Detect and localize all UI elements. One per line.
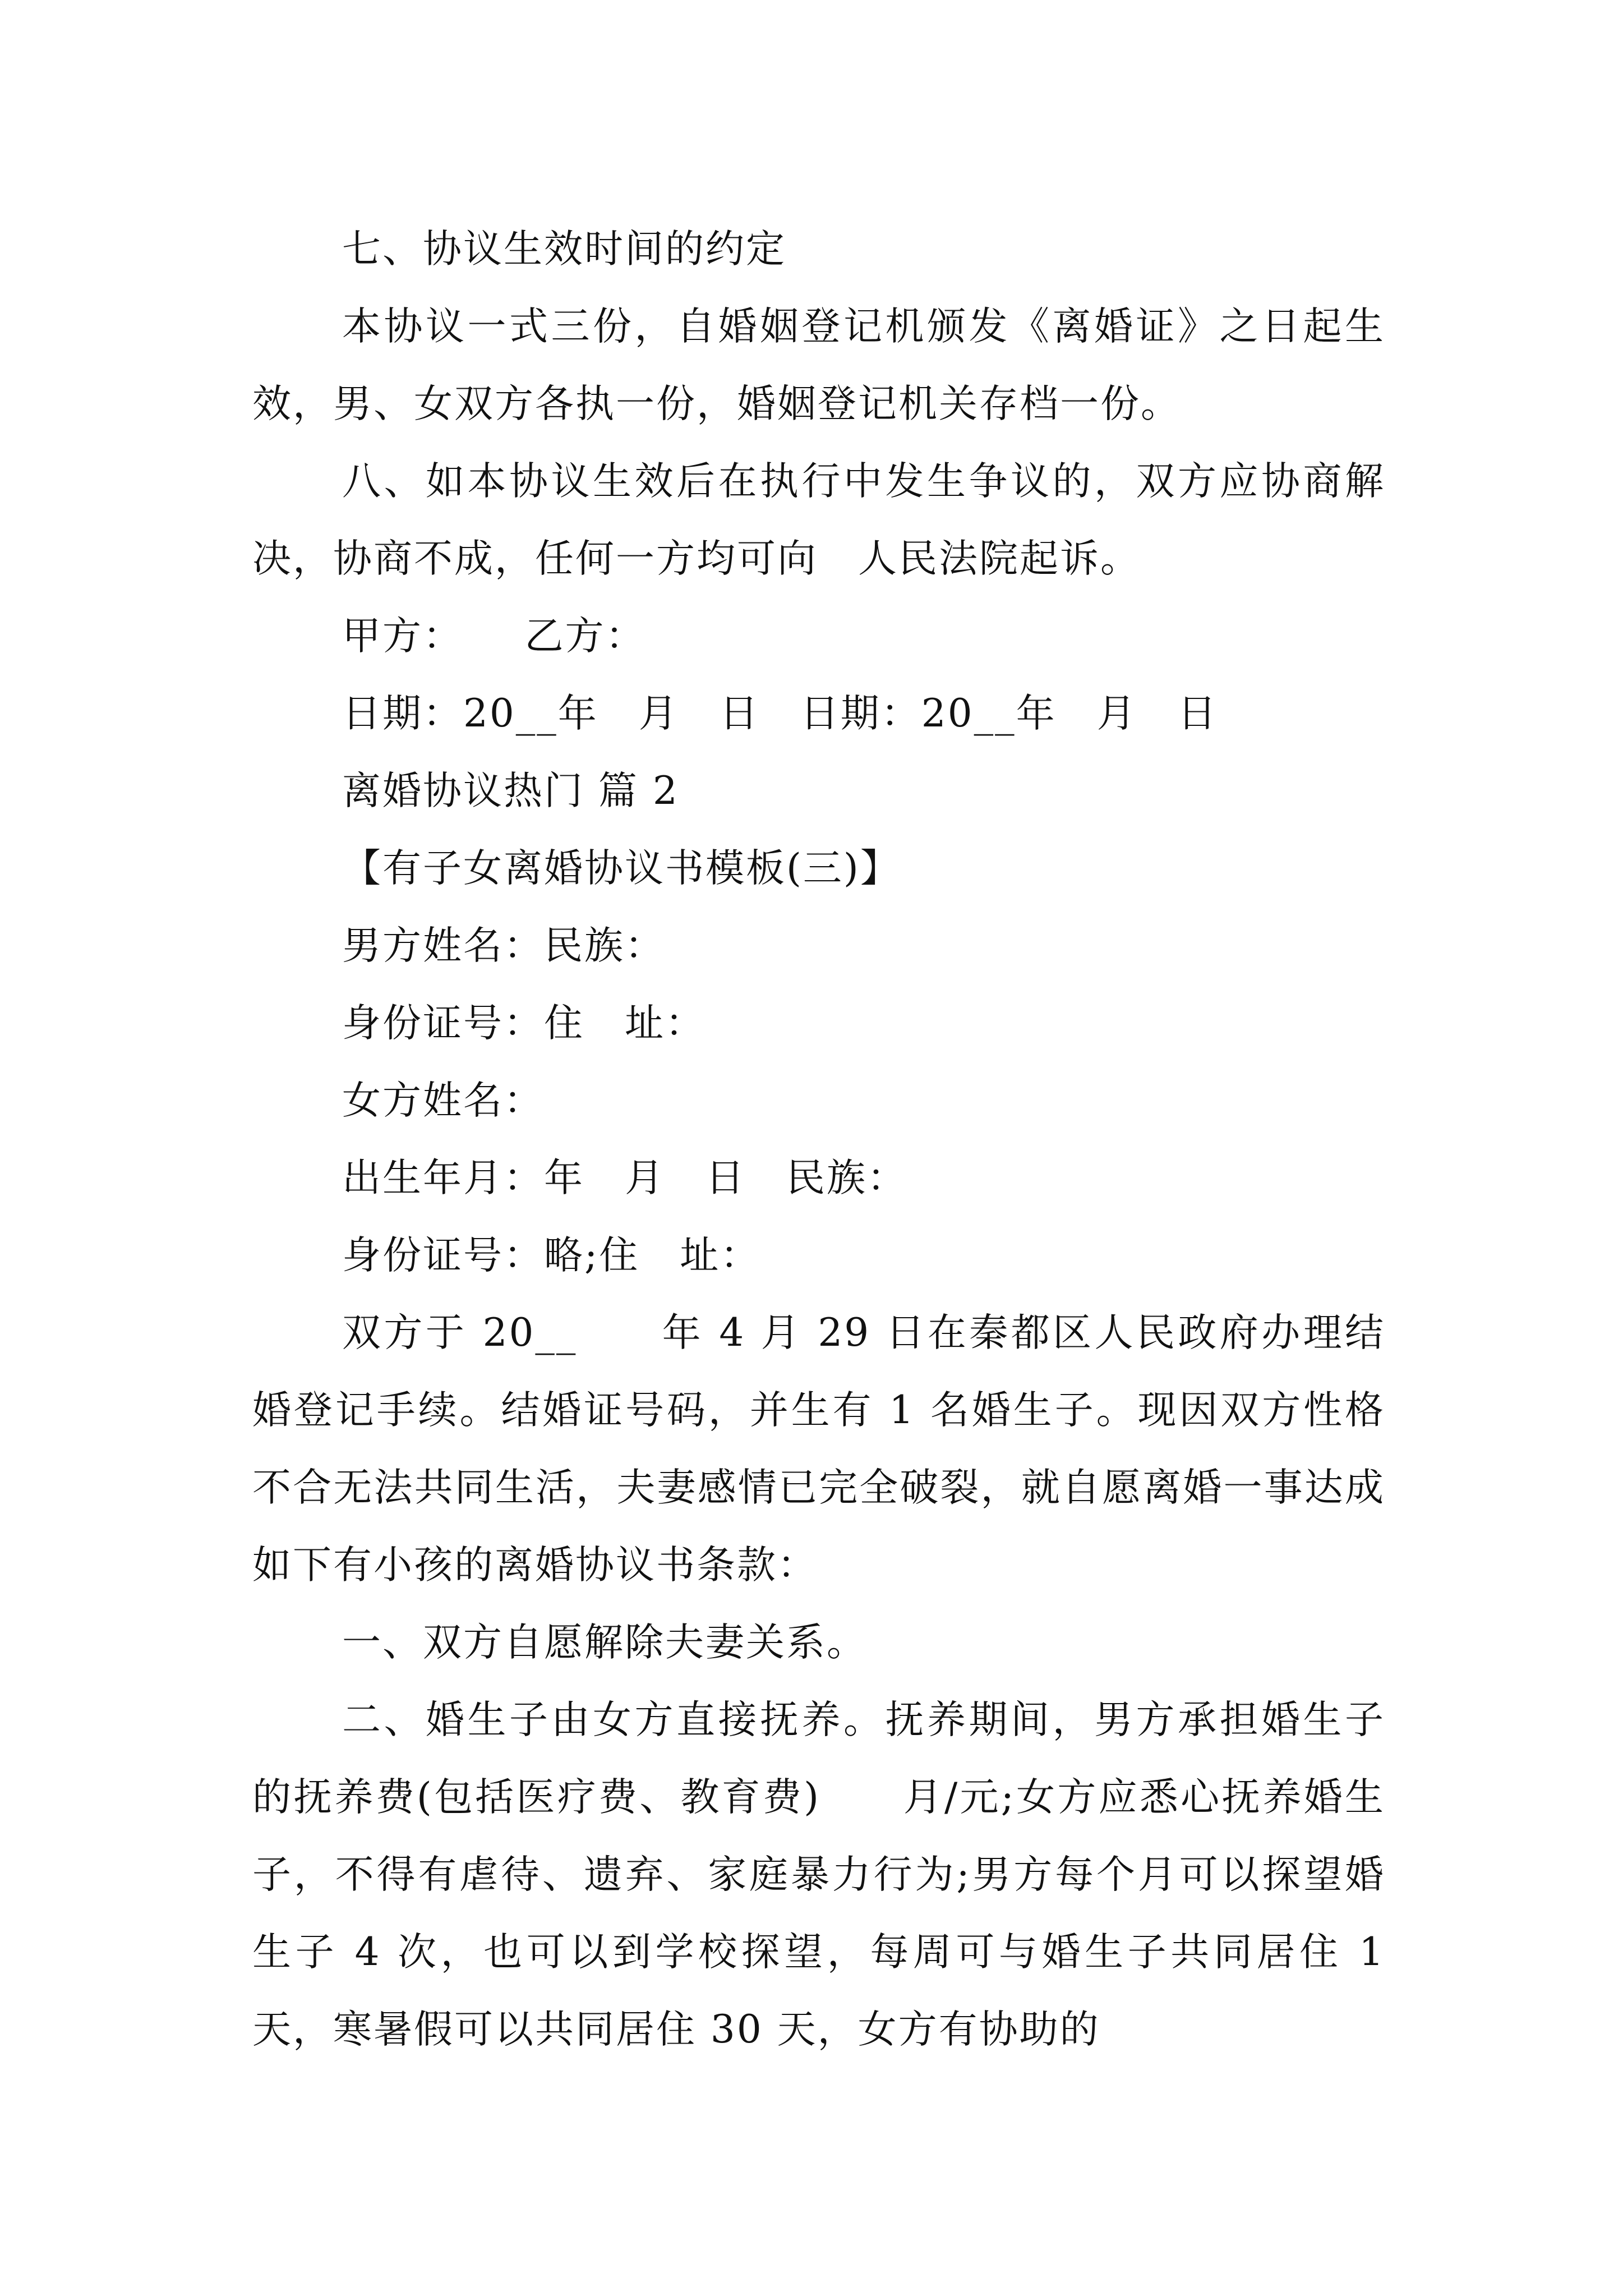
section-heading-7: 七、协议生效时间的约定	[342, 227, 786, 272]
signature-dates-line: 日期：20__年 月 日 日期：20__年 月 日	[342, 691, 1218, 736]
male-name-field: 男方姓名：民族：	[342, 923, 665, 968]
paragraph-effective-copies: 本协议一式三份，自婚姻登记机颁发《离婚证》之日起生效，男、女双方各执一份，婚姻登记机关存档一份。	[252, 304, 1385, 426]
document-body	[252, 210, 1399, 2068]
signature-parties-line: 甲方： 乙方：	[342, 614, 646, 659]
female-name-field: 女方姓名：	[342, 1078, 544, 1123]
clause-1: 一、双方自愿解除夫妻关系。	[342, 1620, 867, 1665]
template-title: 【有子女离婚协议书模板(三)】	[342, 846, 901, 891]
article-title: 离婚协议热门 篇 2	[342, 769, 679, 813]
male-id-address-field: 身份证号：住 址：	[342, 1001, 706, 1046]
paragraph-background: 双方于 20__ 年 4 月 29 日在秦都区人民政府办理结婚登记手续。结婚证号码，并生有 1 名婚生子。现因双方性格不合无法共同生活，夫妻感情已完全破裂，就自愿离婚一事达成如下有小孩的离婚协议书条款：	[252, 1310, 1385, 1588]
female-id-address-field: 身份证号：略;住 址：	[342, 1233, 761, 1278]
female-birth-field: 出生年月：年 月 日 民族：	[342, 1156, 907, 1200]
clause-2: 二、婚生子由女方直接抚养。抚养期间，男方承担婚生子的抚养费(包括医疗费、教育费) 月/元;女方应悉心抚养婚生子，不得有虐待、遗弃、家庭暴力行为;男方每个月可以探望婚生子 4 次，也可以到学校探望，每周可与婚生子共同居住 1 天，寒暑假可以共同居住 30 天，女方有协助的	[252, 1697, 1399, 2052]
section-heading-8-dispute: 八、如本协议生效后在执行中发生争议的，双方应协商解决，协商不成，任何一方均可向 人民法院起诉。	[252, 459, 1385, 581]
